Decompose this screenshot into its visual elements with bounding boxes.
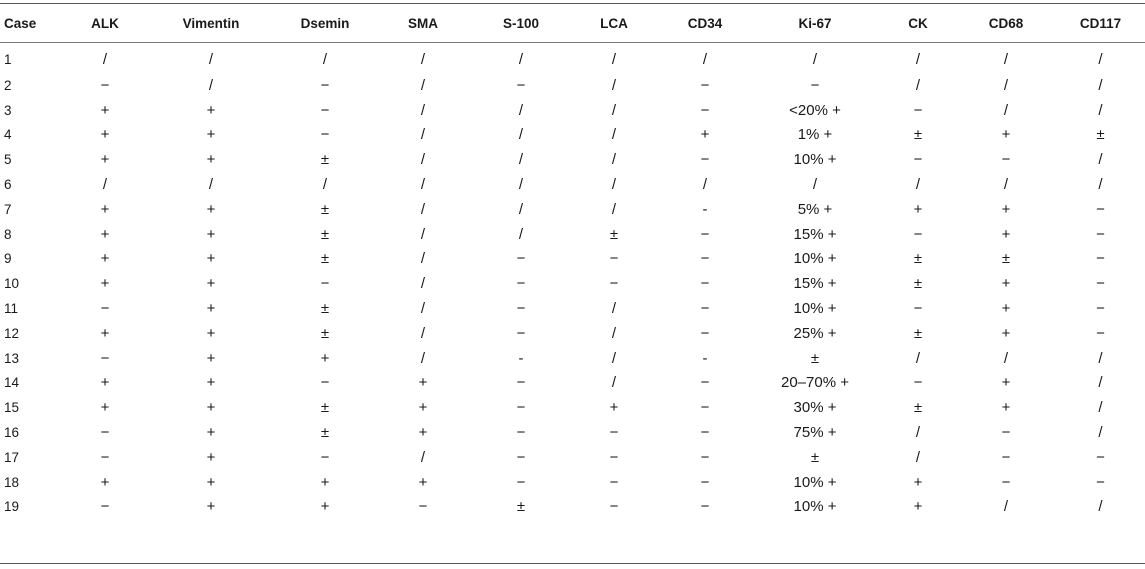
marker-result-cell: - (702, 349, 708, 367)
marker-result-cell: − (913, 151, 923, 169)
marker-result-cell: − (1096, 473, 1105, 491)
marker-result-cell: + (206, 424, 216, 442)
marker-result-cell: ± (609, 225, 619, 243)
marker-result-cell: / (420, 200, 426, 218)
marker-result-cell: 10% + (793, 250, 837, 268)
case-number-cell: 6 (4, 177, 12, 193)
marker-result-cell: + (1001, 275, 1011, 293)
marker-result-cell: 10% + (793, 151, 837, 169)
table-row (0, 420, 1145, 445)
marker-result-cell: − (516, 76, 526, 94)
marker-result-cell: / (812, 51, 818, 68)
marker-result-cell: 25% + (793, 324, 837, 342)
marker-result-cell: + (1001, 126, 1011, 144)
marker-result-cell: + (100, 324, 110, 342)
column-header-cd34: CD34 (687, 15, 723, 31)
marker-result-cell: 10% + (793, 473, 837, 491)
marker-result-cell: + (206, 498, 216, 516)
column-header-dsemin: Dsemin (300, 15, 350, 31)
marker-result-cell: 5% + (797, 200, 833, 218)
case-number-cell: 4 (4, 127, 12, 143)
case-number-cell: 14 (4, 375, 20, 391)
marker-result-cell: / (1098, 151, 1103, 169)
marker-result-cell: / (1098, 424, 1103, 442)
marker-result-cell: / (518, 151, 524, 169)
marker-result-cell: − (700, 448, 710, 466)
marker-result-cell: + (206, 473, 216, 491)
marker-result-cell: / (420, 225, 426, 243)
marker-result-cell: − (700, 225, 710, 243)
marker-result-cell: / (420, 76, 426, 94)
marker-result-cell: − (516, 473, 526, 491)
marker-result-cell: / (208, 176, 214, 194)
marker-result-cell: 30% + (793, 399, 837, 417)
marker-result-cell: − (1096, 225, 1105, 243)
marker-result-cell: / (208, 76, 214, 94)
marker-result-cell: / (420, 250, 426, 268)
marker-result-cell: − (1096, 324, 1105, 342)
marker-result-cell: − (320, 275, 330, 293)
marker-result-cell: / (611, 324, 617, 342)
table-row (0, 147, 1145, 172)
marker-result-cell: / (611, 101, 617, 119)
marker-result-cell: + (100, 399, 110, 417)
marker-result-cell: ± (320, 250, 330, 268)
marker-result-cell: / (611, 176, 617, 194)
marker-result-cell: / (322, 51, 328, 68)
marker-result-cell: <20% + (789, 101, 841, 119)
marker-result-cell: + (320, 473, 330, 491)
case-number-cell: 5 (4, 152, 12, 168)
case-number-cell: 11 (4, 301, 19, 317)
marker-result-cell: ± (320, 324, 330, 342)
table-row (0, 296, 1145, 321)
marker-result-cell: ± (810, 349, 820, 367)
marker-result-cell: + (418, 424, 428, 442)
marker-result-cell: / (1098, 101, 1103, 119)
marker-result-cell: / (915, 424, 921, 442)
marker-result-cell: − (1001, 151, 1011, 169)
marker-result-cell: − (516, 424, 526, 442)
marker-result-cell: ± (913, 250, 923, 268)
marker-result-cell: / (611, 349, 617, 367)
marker-result-cell: − (810, 76, 820, 94)
marker-result-cell: 10% + (793, 300, 837, 318)
marker-result-cell: + (913, 498, 923, 516)
column-header-cd68: CD68 (988, 15, 1024, 31)
marker-result-cell: − (1001, 448, 1011, 466)
marker-result-cell: − (100, 300, 110, 318)
case-number-cell: 13 (4, 350, 20, 366)
marker-result-cell: / (1098, 498, 1103, 516)
marker-result-cell: / (611, 151, 617, 169)
case-number-cell: 9 (4, 251, 12, 267)
marker-result-cell: / (915, 349, 921, 367)
marker-result-cell: + (206, 300, 216, 318)
column-header-case: Case (4, 15, 37, 31)
marker-result-cell: + (100, 101, 110, 119)
marker-result-cell: − (700, 374, 710, 392)
marker-result-cell: / (611, 200, 617, 218)
table-row (0, 346, 1145, 371)
marker-result-cell: / (420, 101, 426, 119)
marker-result-cell: − (700, 275, 710, 293)
marker-result-cell: + (913, 200, 923, 218)
marker-result-cell: − (418, 498, 428, 516)
marker-result-cell: / (611, 51, 617, 68)
marker-result-cell: − (700, 101, 710, 119)
case-number-cell: 12 (4, 325, 20, 341)
marker-result-cell: − (1096, 275, 1105, 293)
marker-result-cell: − (700, 250, 710, 268)
marker-result-cell: / (915, 448, 921, 466)
marker-result-cell: − (609, 424, 619, 442)
marker-result-cell: − (516, 275, 526, 293)
marker-result-cell: / (102, 176, 108, 194)
marker-result-cell: − (700, 498, 710, 516)
marker-result-cell: ± (320, 399, 330, 417)
marker-result-cell: - (702, 200, 708, 218)
table-row (0, 395, 1145, 420)
marker-result-cell: / (420, 151, 426, 169)
marker-result-cell: + (700, 126, 710, 144)
table-row (0, 73, 1145, 98)
table-row (0, 197, 1145, 222)
marker-result-cell: + (100, 374, 110, 392)
marker-result-cell: − (100, 448, 110, 466)
marker-result-cell: / (915, 76, 921, 94)
marker-result-cell: − (913, 101, 923, 119)
marker-result-cell: / (611, 76, 617, 94)
marker-result-cell: − (1096, 200, 1105, 218)
marker-result-cell: − (1096, 300, 1105, 318)
marker-result-cell: ± (320, 200, 330, 218)
column-header-cd117: CD117 (1079, 15, 1122, 31)
marker-result-cell: / (1003, 349, 1009, 367)
marker-result-cell: / (1003, 51, 1009, 68)
marker-result-cell: / (1003, 176, 1009, 194)
marker-result-cell: − (100, 76, 110, 94)
marker-result-cell: + (100, 473, 110, 491)
marker-result-cell: ± (913, 324, 923, 342)
marker-result-cell: / (420, 349, 426, 367)
marker-result-cell: − (320, 448, 330, 466)
case-number-cell: 10 (4, 276, 20, 292)
case-number-cell: 2 (4, 77, 12, 93)
marker-result-cell: − (609, 275, 619, 293)
marker-result-cell: − (609, 250, 619, 268)
marker-result-cell: / (518, 101, 524, 119)
marker-result-cell: − (700, 151, 710, 169)
marker-result-cell: / (322, 176, 328, 194)
marker-result-cell: / (518, 200, 524, 218)
marker-result-cell: + (100, 250, 110, 268)
marker-result-cell: / (102, 51, 108, 68)
marker-result-cell: − (320, 101, 330, 119)
marker-result-cell: + (206, 225, 216, 243)
table-row (0, 247, 1145, 272)
marker-result-cell: − (100, 349, 110, 367)
marker-result-cell: / (1098, 51, 1103, 68)
marker-result-cell: / (1003, 498, 1009, 516)
marker-result-cell: + (320, 349, 330, 367)
marker-result-cell: / (1098, 374, 1103, 392)
marker-result-cell: ± (913, 275, 923, 293)
marker-result-cell: − (320, 76, 330, 94)
marker-result-cell: / (420, 176, 426, 194)
marker-result-cell: + (206, 126, 216, 144)
marker-result-cell: + (206, 349, 216, 367)
case-number-cell: 17 (4, 449, 20, 465)
marker-result-cell: / (611, 300, 617, 318)
marker-result-cell: / (1003, 76, 1009, 94)
marker-result-cell: ± (1001, 250, 1011, 268)
column-header-s-100: S-100 (502, 15, 540, 31)
marker-result-cell: + (1001, 225, 1011, 243)
marker-result-cell: / (611, 126, 617, 144)
marker-result-cell: − (700, 424, 710, 442)
marker-result-cell: + (1001, 324, 1011, 342)
case-number-cell: 19 (4, 499, 20, 515)
marker-result-cell: − (516, 399, 526, 417)
marker-result-cell: − (1096, 448, 1105, 466)
marker-result-cell: / (1098, 176, 1103, 194)
marker-result-cell: 75% + (793, 424, 837, 442)
marker-result-cell: ± (913, 126, 923, 144)
marker-result-cell: ± (1096, 126, 1105, 144)
marker-result-cell: / (1098, 349, 1103, 367)
marker-result-cell: + (100, 151, 110, 169)
marker-result-cell: − (320, 126, 330, 144)
table-row (0, 222, 1145, 247)
table-row (0, 98, 1145, 123)
marker-result-cell: − (913, 225, 923, 243)
marker-result-cell: − (609, 498, 619, 516)
marker-result-cell: + (100, 200, 110, 218)
table-row (0, 371, 1145, 396)
marker-result-cell: − (913, 374, 923, 392)
marker-result-cell: / (420, 300, 426, 318)
marker-result-cell: / (518, 225, 524, 243)
marker-result-cell: ± (810, 448, 820, 466)
marker-result-cell: + (609, 399, 619, 417)
marker-result-cell: − (1001, 424, 1011, 442)
case-number-cell: 7 (4, 201, 12, 217)
marker-result-cell: 15% + (793, 275, 837, 293)
marker-result-cell: 1% + (797, 126, 833, 144)
marker-result-cell: − (100, 498, 110, 516)
marker-result-cell: / (518, 126, 524, 144)
marker-result-cell: + (206, 101, 216, 119)
marker-result-cell: ± (320, 424, 330, 442)
marker-result-cell: + (206, 250, 216, 268)
column-header-lca: LCA (600, 15, 628, 31)
marker-result-cell: + (418, 374, 428, 392)
marker-result-cell: + (206, 324, 216, 342)
marker-result-cell: − (1001, 473, 1011, 491)
column-header-ck: CK (908, 15, 928, 31)
marker-result-cell: / (518, 176, 524, 194)
marker-result-cell: − (913, 300, 923, 318)
marker-result-cell: + (206, 399, 216, 417)
marker-result-cell: ± (320, 225, 330, 243)
marker-result-cell: + (206, 275, 216, 293)
marker-result-cell: + (1001, 300, 1011, 318)
marker-result-cell: + (1001, 374, 1011, 392)
marker-result-cell: − (516, 324, 526, 342)
table-row (0, 321, 1145, 346)
case-number-cell: 16 (4, 425, 20, 441)
marker-result-cell: / (702, 51, 708, 68)
marker-result-cell: / (1003, 101, 1009, 119)
case-number-cell: 1 (4, 52, 12, 67)
table-row (0, 271, 1145, 296)
marker-result-cell: / (420, 324, 426, 342)
column-header-ki-67: Ki-67 (798, 15, 832, 31)
marker-result-cell: / (420, 448, 426, 466)
table-row (0, 42, 1145, 73)
marker-result-cell: − (609, 448, 619, 466)
table-row (0, 172, 1145, 197)
marker-result-cell: / (420, 126, 426, 144)
case-number-cell: 15 (4, 400, 20, 416)
marker-result-cell: − (320, 374, 330, 392)
table-bottom-rule (0, 563, 1145, 564)
marker-result-cell: / (420, 275, 426, 293)
marker-result-cell: 10% + (793, 498, 837, 516)
marker-result-cell: − (700, 473, 710, 491)
marker-result-cell: − (516, 448, 526, 466)
marker-result-cell: ± (516, 498, 526, 516)
marker-result-cell: + (100, 275, 110, 293)
marker-result-cell: − (1096, 250, 1105, 268)
marker-result-cell: + (913, 473, 923, 491)
marker-result-cell: / (208, 51, 214, 68)
marker-result-cell: − (609, 473, 619, 491)
marker-result-cell: + (418, 473, 428, 491)
column-header-vimentin: Vimentin (182, 15, 240, 31)
marker-result-cell: / (1098, 76, 1103, 94)
column-header-alk: ALK (91, 15, 119, 31)
marker-result-cell: − (516, 300, 526, 318)
case-number-cell: 8 (4, 226, 12, 242)
marker-result-cell: / (915, 176, 921, 194)
marker-result-cell: − (700, 399, 710, 417)
case-number-cell: 18 (4, 474, 20, 490)
marker-result-cell: / (420, 51, 426, 68)
marker-result-cell: + (206, 374, 216, 392)
immunohistochemistry-table (0, 4, 1145, 519)
marker-result-cell: + (418, 399, 428, 417)
marker-result-cell: ± (320, 151, 330, 169)
marker-result-cell: − (700, 76, 710, 94)
marker-result-cell: + (1001, 200, 1011, 218)
table-row (0, 470, 1145, 495)
marker-result-cell: ± (320, 300, 330, 318)
marker-result-cell: − (700, 324, 710, 342)
marker-result-cell: ± (913, 399, 923, 417)
marker-result-cell: − (516, 250, 526, 268)
marker-result-cell: + (320, 498, 330, 516)
marker-result-cell: + (206, 151, 216, 169)
table-body (0, 42, 1145, 519)
marker-result-cell: / (611, 374, 617, 392)
marker-result-cell: + (100, 225, 110, 243)
marker-result-cell: + (100, 126, 110, 144)
marker-result-cell: - (518, 349, 524, 367)
marker-result-cell: 20–70% + (781, 374, 849, 392)
marker-result-cell: + (206, 448, 216, 466)
case-number-cell: 3 (4, 102, 12, 118)
marker-result-cell: − (516, 374, 526, 392)
table-row (0, 495, 1145, 520)
marker-result-cell: / (812, 176, 818, 194)
marker-result-cell: + (1001, 399, 1011, 417)
table-row (0, 445, 1145, 470)
marker-result-cell: / (518, 51, 524, 68)
column-header-sma: SMA (408, 15, 438, 31)
marker-result-cell: / (702, 176, 708, 194)
marker-result-cell: − (100, 424, 110, 442)
marker-result-cell: 15% + (793, 225, 837, 243)
marker-result-cell: + (206, 200, 216, 218)
table-row (0, 123, 1145, 148)
marker-result-cell: − (700, 300, 710, 318)
table-header-row (0, 4, 1145, 42)
marker-result-cell: / (1098, 399, 1103, 417)
marker-result-cell: / (915, 51, 921, 68)
